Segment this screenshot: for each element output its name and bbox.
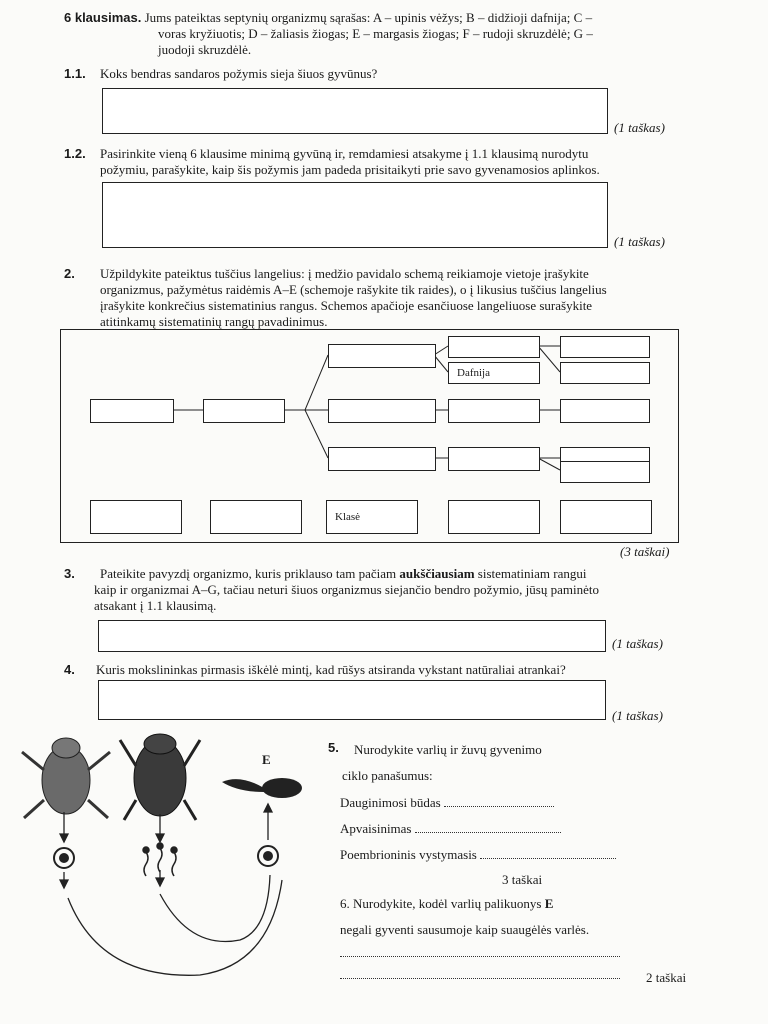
frog-adult-1-icon <box>22 738 110 818</box>
q6-line2: voras kryžiuotis; D – žaliasis žiogas; E – margasis žiogas; F – rudoji skruzdėlė; G – <box>158 26 593 41</box>
q5-field1-label: Dauginimosi būdas <box>340 795 441 810</box>
q1-2-points: (1 taškas) <box>614 234 665 249</box>
q5-line2: ciklo panašumus: <box>342 768 433 783</box>
q5-number: 5. <box>328 740 339 755</box>
q5-field-development[interactable] <box>340 846 616 863</box>
q3-number: 3. <box>64 566 75 581</box>
q3-line1-start: Pateikite pavyzdį organizmo, kuris priklauso tam pačiam <box>100 566 400 581</box>
q2-line2: organizmus, pažymėtus raidėmis A–E (schemoje rašykite tik raides), o į likusius tuščius langelius <box>100 282 607 297</box>
q1-2-number: 1.2. <box>64 146 86 161</box>
egg-icon <box>54 846 278 868</box>
q1-2-line2: požymiu, parašykite, kaip šis požymis jam padeda prisitaikyti prie savo gyvenamosios aplinkos. <box>100 162 600 177</box>
dafnija-label: Dafnija <box>457 367 490 379</box>
q6b-answer-line-2[interactable] <box>340 972 620 979</box>
q4-number: 4. <box>64 662 75 677</box>
sperm-icon <box>143 843 177 876</box>
q6b-answer-line-1[interactable] <box>340 950 620 957</box>
q1-1-number: 1.1. <box>64 66 86 81</box>
q6b-line2: negali gyventi sausumoje kaip suaugėlės varlės. <box>340 922 590 937</box>
q5-points: 3 taškai <box>502 872 543 887</box>
q5-field3-label: Poembrioninis vystymasis <box>340 847 477 862</box>
q3-line3: atsakant į 1.1 klausimą. <box>94 598 217 613</box>
q5-line1: Nurodykite varlių ir žuvų gyvenimo <box>354 742 542 757</box>
q5-field-reproduction[interactable] <box>340 794 554 811</box>
q4-points: (1 taškas) <box>612 708 663 723</box>
q3-points: (1 taškas) <box>612 636 663 651</box>
q2-line1: Užpildykite pateiktus tuščius langelius: į medžio pavidalo schemą reikiamoje vietoje įrašykite <box>100 266 589 281</box>
q2-number: 2. <box>64 266 75 281</box>
q4-text: Kuris mokslininkas pirmasis iškėlė mintį, kad rūšys atsiranda vykstant natūraliai atrankai? <box>96 662 566 677</box>
q3-line1-end: sistematiniam rangui <box>474 566 587 581</box>
q2-line4: atitinkamų sistematinių rangų pavadinimus. <box>100 314 328 329</box>
q3-line1-bold: aukščiausiam <box>399 566 475 581</box>
klase-label: Klasė <box>335 511 361 523</box>
q6b-line1 <box>340 896 553 912</box>
q6-line1: Jums pateiktas septynių organizmų sąrašas: A – upinis vėžys; B – didžioji dafnija; C – <box>144 10 593 25</box>
q5-field2-label: Apvaisinimas <box>340 821 412 836</box>
q3-line2: kaip ir organizmai A–G, tačiau neturi šiuos organizmus siejančio bendro požymio, jūsų paminėto <box>94 582 599 597</box>
figure-label-e: E <box>262 752 271 767</box>
q2-line3: įrašykite konkrečius sistematinius rangus. Schemos apačioje esančiuose langeliuose surašykite <box>100 298 593 313</box>
q6b-points: 2 taškai <box>646 970 687 985</box>
q6-label: 6 klausimas. <box>64 10 142 25</box>
q6-line3: juodoji skruzdėlė. <box>158 42 252 57</box>
q1-1-points: (1 taškas) <box>614 120 665 135</box>
q1-2-line1: Pasirinkite vieną 6 klausime minimą gyvūną ir, remdamiesi atsakyme į 1.1 klausimą nurodytu <box>100 146 589 161</box>
q1-1-text: Koks bendras sandaros požymis sieja šiuos gyvūnus? <box>100 66 378 81</box>
q5-field-fertilization[interactable] <box>340 820 561 837</box>
q2-points: (3 taškai) <box>620 544 670 559</box>
q6b-line1-text: 6. Nurodykite, kodėl varlių palikuonys <box>340 896 545 911</box>
tadpole-icon <box>222 778 302 798</box>
frog-adult-2-icon <box>120 734 200 820</box>
q6b-letter-e: E <box>544 896 554 911</box>
